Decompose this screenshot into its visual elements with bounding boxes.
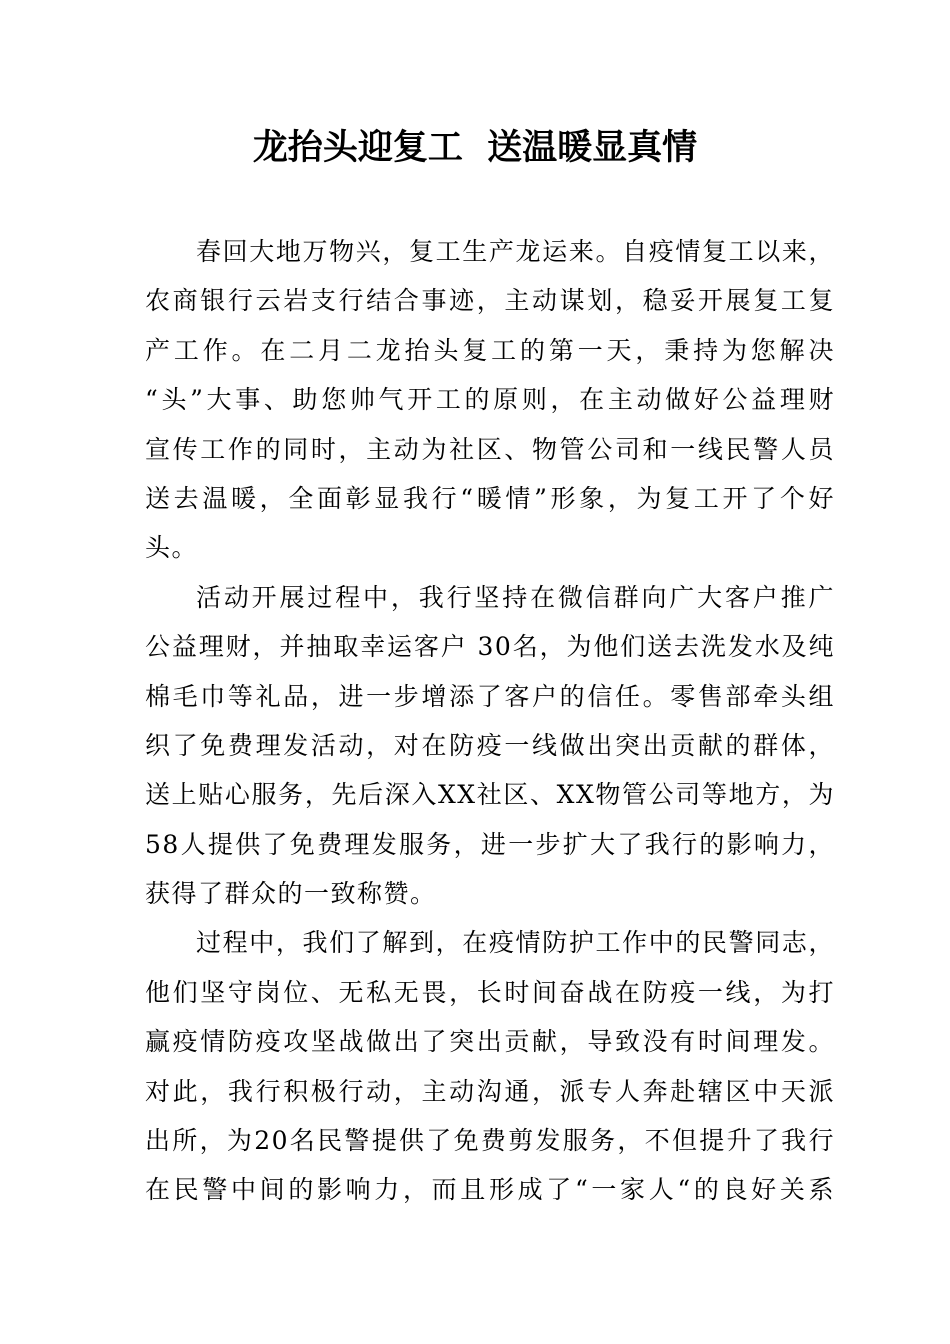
paragraph-2-line-7: 获得了群众的一致称赞。 (145, 879, 437, 909)
paragraph-2-line-6: 58人提供了免费理发服务，进一步扩大了我行的影响力， (145, 829, 835, 859)
paragraph-3-line-4: 对此，我行积极行动，主动沟通，派专人奔赴辖区中天派 (145, 1076, 835, 1106)
paragraph-1-line-1: 春回大地万物兴，复工生产龙运来。自疫情复工以来， (196, 237, 835, 266)
paragraph-3-line-1: 过程中，我们了解到，在疫情防护工作中的民警同志， (196, 928, 835, 958)
paragraph-1-line-4: “头”大事、助您帅气开工的原则，在主动做好公益理财 (145, 385, 835, 415)
paragraph-2-line-3: 棉毛巾等礼品，进一步增添了客户的信任。零售部牵头组 (145, 681, 835, 711)
paragraph-1-line-5: 宣传工作的同时，主动为社区、物管公司和一线民警人员 (145, 434, 835, 464)
paragraph-2-line-4: 织了免费理发活动，对在防疫一线做出突出贡献的群体， (145, 730, 835, 760)
paragraph-3-line-5: 出所，为20名民警提供了免费剪发服务，不但提升了我行 (145, 1126, 835, 1156)
paragraph-2-line-2: 公益理财，并抽取幸运客户 30名，为他们送去洗发水及纯 (145, 632, 835, 662)
paragraph-3-line-6: 在民警中间的影响力，而且形成了“一家人“的良好关系 (145, 1175, 835, 1205)
paragraph-3-line-2: 他们坚守岗位、无私无畏，长时间奋战在防疫一线，为打 (145, 977, 835, 1007)
document-title: 龙抬头迎复工 送温暖显真情 (252, 127, 698, 168)
paragraph-1-line-6: 送去温暖，全面彰显我行“暖情”形象，为复工开了个好 (145, 483, 835, 513)
paragraph-1-line-7: 头。 (145, 533, 199, 563)
paragraph-2-line-5: 送上贴心服务，先后深入XX社区、XX物管公司等地方，为 (145, 780, 835, 810)
paragraph-1-line-3: 产工作。在二月二龙抬头复工的第一天，秉持为您解决 (145, 335, 835, 365)
paragraph-1-line-2: 农商银行云岩支行结合事迹，主动谋划，稳妥开展复工复 (145, 286, 835, 316)
document-body (145, 227, 835, 1215)
paragraph-3-line-3: 赢疫情防疫攻坚战做出了突出贡献，导致没有时间理发。 (145, 1027, 835, 1057)
paragraph-2-line-1: 活动开展过程中，我行坚持在微信群向广大客户推广 (196, 582, 835, 612)
